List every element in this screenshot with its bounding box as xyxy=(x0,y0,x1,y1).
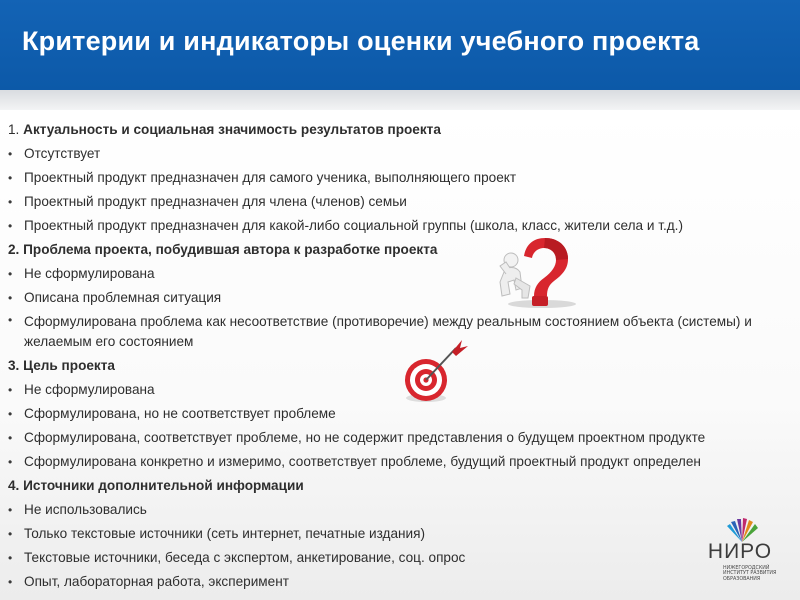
indicator-item xyxy=(8,310,778,354)
indicator-text: Сформулирована, но не соответствует проблеме xyxy=(24,406,336,421)
criterion-title: Источники дополнительной информации xyxy=(23,478,304,493)
indicator-text: Проектный продукт предназначен для самого ученика, выполняющего проект xyxy=(24,170,517,185)
bullet-icon: • xyxy=(8,575,13,589)
bullet-icon: • xyxy=(8,171,13,185)
indicator-item xyxy=(8,286,798,310)
indicator-text: Сформулирована, соответствует проблеме, но не содержит представления о будущем проектном продукте xyxy=(24,430,706,445)
header-shadow-band xyxy=(0,90,800,110)
criterion-number: 1. xyxy=(8,122,20,137)
indicator-text: Сформулирована проблема как несоответствие (противоречие) между реальным состоянием объекта (системы) и желаемым его состоянием xyxy=(24,314,752,349)
bullet-icon: • xyxy=(8,503,13,517)
bullet-icon: • xyxy=(8,219,13,233)
indicator-item xyxy=(8,498,798,522)
indicator-text: Не сформулирована xyxy=(24,266,155,281)
indicator-text: Сформулирована конкретно и измеримо, соответствует проблеме, будущий проектный продукт определен xyxy=(24,454,701,469)
bullet-icon: • xyxy=(8,291,13,305)
indicator-item xyxy=(8,190,798,214)
bullet-icon: • xyxy=(8,383,13,397)
indicator-item xyxy=(8,166,798,190)
indicator-item xyxy=(8,214,798,238)
indicator-item xyxy=(8,546,798,570)
indicator-text: Не использовались xyxy=(24,502,147,517)
criterion-number: 2. xyxy=(8,242,20,257)
indicator-item xyxy=(8,142,798,166)
criterion-heading xyxy=(8,474,798,498)
criterion-title: Цель проекта xyxy=(23,358,115,373)
bullet-icon: • xyxy=(8,431,13,445)
indicator-text: Не сформулирована xyxy=(24,382,155,397)
bullet-icon: • xyxy=(8,267,13,281)
indicator-text: Текстовые источники, беседа с экспертом, анкетирование, соц. опрос xyxy=(24,550,466,565)
niro-logo-subtitle: НИЖЕГОРОДСКИЙ ИНСТИТУТ РАЗВИТИЯ ОБРАЗОВАНИЯ xyxy=(723,566,777,582)
slide-header xyxy=(0,0,800,90)
indicator-text: Проектный продукт предназначен для члена (членов) семьи xyxy=(24,194,407,209)
criterion-heading xyxy=(8,238,798,262)
indicator-item xyxy=(8,262,798,286)
indicator-text: Только текстовые источники (сеть интернет, печатные издания) xyxy=(24,526,426,541)
indicator-text: Проектный продукт предназначен для какой-либо социальной группы (школа, класс, жители села и т.д.) xyxy=(24,218,683,233)
indicator-item xyxy=(8,426,798,450)
indicator-text: Опыт, лабораторная работа, эксперимент xyxy=(24,574,289,589)
indicator-item xyxy=(8,450,798,474)
indicator-text: Отсутствует xyxy=(24,146,101,161)
niro-logo xyxy=(703,518,777,596)
criterion-number: 4. xyxy=(8,478,20,493)
thinking-man-question-mark-illustration xyxy=(494,238,580,310)
indicator-item xyxy=(8,570,798,594)
indicator-text: Описана проблемная ситуация xyxy=(24,290,222,305)
bullet-icon: • xyxy=(8,407,13,421)
bullet-icon: • xyxy=(8,313,13,327)
niro-logo-name: НИРО xyxy=(707,540,773,563)
bullet-icon: • xyxy=(8,195,13,209)
bullet-icon: • xyxy=(8,527,13,541)
criterion-heading xyxy=(8,118,798,142)
bullet-icon: • xyxy=(8,455,13,469)
bullet-icon: • xyxy=(8,551,13,565)
bullet-icon: • xyxy=(8,147,13,161)
criterion-title: Актуальность и социальная значимость результатов проекта xyxy=(23,122,441,137)
criterion-number: 3. xyxy=(8,358,20,373)
target-dart-illustration xyxy=(400,338,470,408)
slide-title: Критерии и индикаторы оценки учебного проекта xyxy=(22,26,700,56)
indicator-item xyxy=(8,522,798,546)
criterion-title: Проблема проекта, побудившая автора к разработке проекта xyxy=(23,242,438,257)
